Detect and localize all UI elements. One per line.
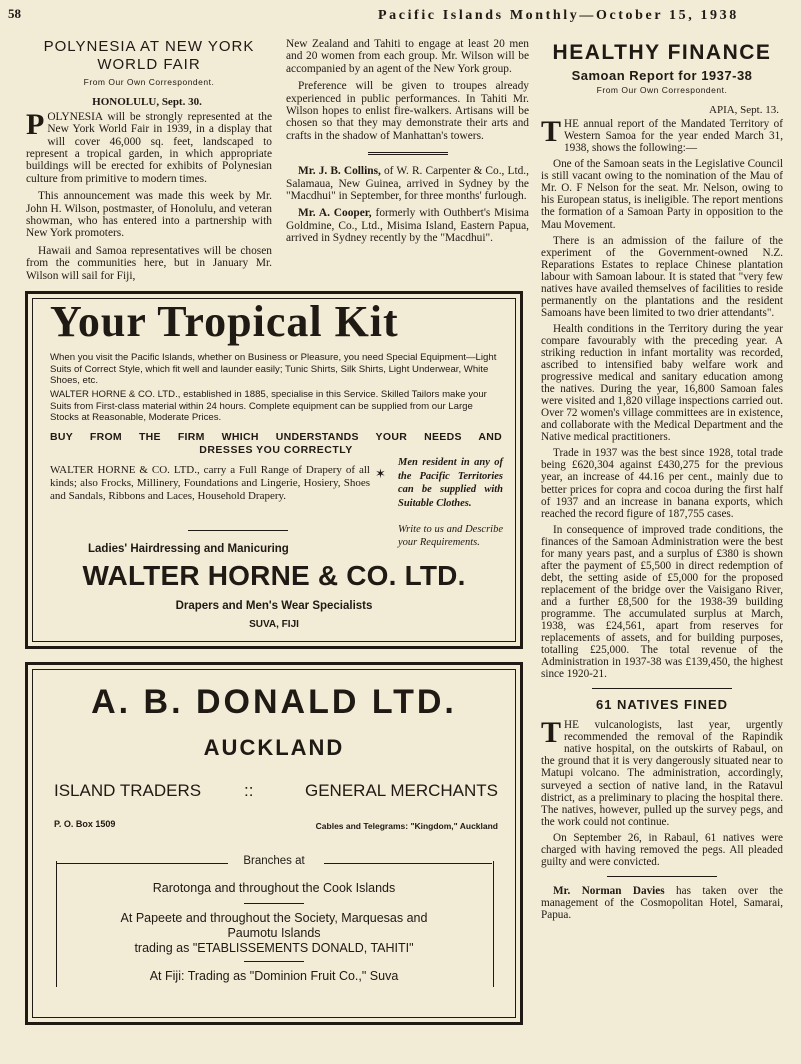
ad-branch-papeete-3: trading as "ETABLISSEMENTS DONALD, TAHITI" [134,941,414,955]
ad-branch-papeete-1: At Papeete and throughout the Society, Marquesas and [120,911,428,925]
finance-subtitle: Samoan Report for 1937-38 [571,68,753,83]
divider [592,688,732,689]
ad-write-to-us: Write to us and Describe your Requirements. [398,524,503,548]
finance-correspondent: From Our Own Correspondent. [596,85,728,96]
natives-footer: Mr. Norman Davies has taken over the management of the Cosmopolitan Hotel, Samarai, Papua. [541,884,784,921]
divider [244,961,304,962]
page-number: 58 [8,6,21,21]
walter-horne-ad [25,291,523,649]
ad-city: AUCKLAND [203,735,345,760]
divider [607,876,717,877]
ad-star: ✶ [375,466,386,481]
ad-location: SUVA, FIJI [249,619,299,630]
polynesia-para-4: Preference will be given to troupes already experienced in public performances. In Tahiti Mr. Wilson hopes to enlist fire-walkers. Artisans will be chosen so that they may demonstrate their arts and crafts in the shadow of Manhattan's towers. [286,80,529,142]
ad-buy-line1: BUY FROM THE FIRM WHICH UNDERSTANDS YOUR NEEDS AND [50,431,502,443]
polynesia-article [26,38,272,282]
finance-para-1: THE annual report of the Mandated Territory of Western Samoa for the year ended March 31, 1938, shows the following:— [541,115,783,155]
ad-buy-line2: DRESSES YOU CORRECTLY [199,444,353,456]
ad-branches-heading: Branches at [243,855,305,867]
ad-separator: :: [244,781,254,800]
divider [244,903,304,904]
running-header: Pacific Islands Monthly—October 15, 1938 [378,8,739,23]
ad-branch-cook-islands: Rarotonga and throughout the Cook Islands [152,881,396,895]
ad-branch-papeete-2: Paumotu Islands [227,926,321,940]
natives-para-2: On September 26, in Rabaul, 61 natives were charged with having removed the pegs. All pleaded guilty and were convicted. [541,831,783,868]
finance-para-3: There is an admission of the failure of the experiment of the Government-owned N.Z. Reparations Estates to replace Chinese plantation labour with Samoan labour. It is stated that "very few natives have availed themselves of facilities to reside permanently on the plantations and the resident Samoans have been limited to two drier attendants". [541,234,783,319]
finance-para-4: Health conditions in the Territory during the year compare favourably with the preceding year. A striking reduction in infant mortality was recorded, ascribed to intensified baby welfare work and progressive medical and sanitary education among the natives. During the year, 16,800 Samoan fales were visited and 1,820 village inspections carried out. Over 72 women's village committees are in existence, and collaborate with the Medical Department and the Native medical practitioners. [541,322,783,444]
dropcap: P [26,107,45,141]
divider [188,530,288,531]
finance-dateline: APIA, Sept. 13. [709,104,779,117]
polynesia-para-2: This announcement was made this week by Mr. John H. Wilson, postmaster, of Honolulu, and veteran showman, who has entered into a partnership with New York promoters. [26,190,272,240]
polynesia-correspondent: From Our Own Correspondent. [83,77,215,87]
ad-company-name: A. B. DONALD LTD. [91,683,457,721]
natives-title: 61 NATIVES FINED [595,697,729,713]
polynesia-title-line2: WORLD FAIR [97,56,201,73]
ad-drapery: WALTER HORNE & CO. LTD., carry a Full Range of Drapery of all kinds; also Frocks, Millinery, Foundations and Lingerie, Hosiery, Shoes and Sandals, Ribbons and Laces, Household Drapery. [50,464,370,502]
polynesia-para-3a: Hawaii and Samoa representatives will be chosen from the communities here, but in January Mr. Wilson will sail for Fiji, [26,244,272,282]
polynesia-article-cont [286,38,529,250]
natives-para-1: THE vulcanologists, last year, urgently recommended the removal of the Rapindik native hospital, on the outskirts of Rabaul, on the ground that it is very dangerously situated near to Matupi volcano. The administration, accordingly, surveyed a section of native land, in the Ratavul district, as a preliminary to placing the hospital there. The natives, however, pulled up the survey pegs, and the work could not continue. [541,716,783,828]
ad-men-resident: Men resident in any of the Pacific Territories can be supplied with Suitable Clothes. [398,457,503,509]
polynesia-dateline: HONOLULU, Sept. 30. [92,96,202,109]
ad-branch-fiji: At Fiji: Trading as "Dominion Fruit Co.," Suva [149,969,399,983]
ad-established: WALTER HORNE & CO. LTD., established in 1885, specialise in this Service. Skilled Tailors make your Suits from First-class material within 24 hours. Complete equipment can be supplied from our Large Stocks at Reasonable, Moderate Prices. [50,389,487,423]
ad-cables: Cables and Telegrams: "Kingdom," Auckland [315,821,498,831]
polynesia-title-line1: POLYNESIA AT NEW YORK [43,38,255,55]
finance-para-2: One of the Samoan seats in the Legislative Council is still vacant owing to the nomination of the Mau of Mr. O. F Nelson for the seat. Mr. Nelson, owing to his European status, is ineligible. The report mentions the formation of a Samoan Party in opposition to the Mau Movement. [541,158,783,231]
finance-para-6: In consequence of improved trade conditions, the finances of the Samoan Administration were the best for many years past, and a surplus of £380 is shown after the payment of £5,500 in direct redemption of debt, the setting aside of £5,000 for the proposed replacement of the bridge over the Vaisigano River, and a further £8,500 for the 1938-39 building programme. The accumulated surplus at March, 1938, was £24,561, apart from reserves for replacements of assets, and for building purposes, totalling £25,000. The total revenue of the Administration in 1937-38 was £139,450, the highest since 1920-21. [541,523,783,681]
ad-intro: When you visit the Pacific Islands, whether on Business or Pleasure, you need Special Equipment—Light Suits of Correct Style, which fit well and launder easily; Tunic Shirts, Silk Shirts, Light Underwear, White Shoes, etc. [50,352,497,386]
personal-item-2: Mr. A. Cooper, formerly with Outhbert's Misima Goldmine, Co., Ltd., Misima Island, Eastern Papua, arrived in Sydney recently by the "Macdhui". [286,207,529,245]
ad-general-merchants: GENERAL MERCHANTS [304,781,498,800]
finance-para-5: Trade in 1937 was the best since 1928, total trade being £620,304 against £430,275 for the previous year, an increase of 44.16 per cent., mainly due to better prices for copra and cocoa during the first half of 1937 and an increase in banana exports, which reached the record figure of 187,755 cases. [541,447,783,520]
ad-hairdressing: Ladies' Hairdressing and Manicuring [88,543,289,555]
ad-island-traders: ISLAND TRADERS [54,781,202,800]
divider [368,152,448,155]
polynesia-para-1: POLYNESIA will be strongly represented at the New York World Fair in 1939, in a display that will cover 46,000 sq. feet, landscaped to represent a tropical garden, in which appropriate buildings will be erected for exhibits of Polynesian culture from primitive to modern times. [26,107,272,185]
finance-article [541,40,783,926]
personal-item-1: Mr. J. B. Collins, of W. R. Carpenter & Co., Ltd., Salamaua, New Guinea, arrived in Sydney by the "Macdhui" in September, for three months' furlough. [286,165,529,203]
ab-donald-ad [25,662,523,1025]
ad-headline: Your Tropical Kit [50,297,399,346]
finance-title: HEALTHY FINANCE [552,41,772,64]
ad-specialists: Drapers and Men's Wear Specialists [175,600,373,612]
ad-po-box: P. O. Box 1509 [54,819,116,829]
ad-company-name: WALTER HORNE & CO. LTD. [82,560,466,591]
polynesia-para-3b: New Zealand and Tahiti to engage at least 20 men and 20 women from each group. Mr. Wilson will be accompanied by an agent of the New York group. [286,38,529,75]
